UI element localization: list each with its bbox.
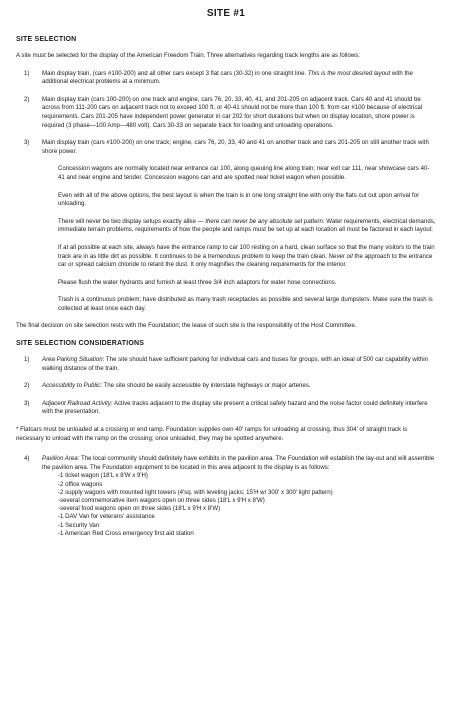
- item-number: 1): [24, 356, 30, 364]
- item-description: Active tracks adjacent to the display site present a critical safety hazard and the noise factor could definitely interfere with the presentation.: [42, 399, 428, 416]
- item-label: Area Parking Situation:: [42, 356, 105, 364]
- consideration-item-4: [16, 455, 436, 472]
- item-description: The site should have sufficient parking for individual cars and buses for groups, with an ideal of 500 car capability within walking distance of the train.: [42, 356, 428, 372]
- list-item: -1 DAV Van for veterans' assistance: [58, 513, 155, 521]
- item-number: 3): [24, 139, 30, 147]
- paragraph-text-end: the approach to the entrance car or spread calcium chloride to retard the dust. It only magnifies the cleaning requirements for the interior.: [58, 252, 433, 269]
- item-text: Main display train (cars #100-200) on one track; engine, cars 76, 20, 33, 40 and 41 on another track and cars 201-205 on still another track with shore power.: [42, 139, 429, 155]
- item-text: [42, 356, 436, 373]
- item-label: Pavilion Area:: [42, 455, 80, 463]
- item-text: Main display train (cars 100-200) on one track and engine, cars 76, 20, 33, 40, 41, and 201-205 on adjacent track. Cars 40 and 41 should be across from 111-200 cars on adjacent track not to exceed 100 ft. or 40-41 should not be more than 100 ft. from car #100 because of electrical requirements. Cars 201-205 have independent power generator in car 202 for short durations but when on display location, shore power is required (3 phase—100 Amp—480 volt). Cars 30-33 on separate track for loading and unloading operations.: [42, 95, 423, 129]
- intro-paragraph: A site must be selected for the display of the American Freedom Train. Three alternatives regarding track lengths are as follows:: [16, 52, 361, 59]
- item-number: 4): [24, 455, 30, 463]
- item-description: The local community should definitely have exhibits in the pavilion area. The Foundation will establish the lay-out and will assemble the pavilion area. The Foundation equipment to be located in this area adjacent to the display is as follows:: [42, 455, 435, 471]
- item-text: [42, 455, 436, 472]
- list-item: -1 ticket wagon (18'L x 8'W x 9'H): [58, 472, 148, 480]
- list-item: -1 American Red Cross emergency first aid station: [58, 529, 194, 537]
- consideration-item-1: [16, 356, 436, 373]
- item-text: [42, 70, 436, 87]
- paragraph-best-layout: Even with all of the above options, the best layout is when the train is in one long straight line with only the flats cut out upon arrival for unloading.: [58, 191, 420, 208]
- item-description: The site should be easily accessible by interstate highways or major arteries.: [103, 382, 311, 390]
- paragraph-concessions: Concession wagons are normally located near entrance car 100, along queuing line along train; near exit car 111, near showcase cars 40-41 and near engine and tender. Concession wagons can and are spotted near ticket wagon when possible.: [58, 165, 430, 181]
- list-item: -several food wagons open on three sides (18'L x 9'H x 8'W): [58, 505, 221, 513]
- paragraph-text-end: Water requirements, electrical demands, immediate terrain problems, requirements of how the people and ramps must be set up at each location all must be factored in each layout.: [58, 217, 436, 234]
- option-item-1: [16, 70, 436, 87]
- item-label: Accessibility to Public:: [42, 382, 102, 390]
- paragraph-no-set-pattern: [58, 218, 436, 235]
- consideration-item-2: [16, 382, 436, 391]
- paragraph-entrance-ramp: [58, 244, 436, 270]
- paragraph-emphasis: Never oil: [328, 252, 353, 260]
- pavilion-equipment-list: [58, 472, 436, 538]
- item-text: [42, 382, 436, 391]
- section-heading-site-selection: SITE SELECTION: [16, 36, 77, 43]
- paragraph-text-start: There will never be two display setups exactly alike —: [58, 217, 204, 225]
- list-item: -2 office wagons: [58, 480, 103, 488]
- paragraph-text-start: If at all possible at each site, always have the entrance ramp to car 100 resting on a hard, clean surface so that the many visitors to the train track are in as little dirt as possible. It continues to be a tremendous problem to keep the train clean.: [58, 243, 435, 260]
- section-heading-considerations: SITE SELECTION CONSIDERATIONS: [16, 340, 145, 348]
- closing-paragraph: The final decision on site selection rests with the Foundation; the lease of such site is the responsibility of the Host Committee.: [16, 322, 357, 330]
- list-item: -1 Security Van: [58, 521, 100, 529]
- item-number: 2): [24, 95, 30, 103]
- list-item: -2 supply wagons with mounted light towers (4'sq. with leveling jacks; 15'H w/ 300' x 300' light pattern): [58, 488, 333, 496]
- item-label: Adjacent Railroad Activity:: [42, 399, 113, 407]
- item-number: 2): [24, 382, 30, 390]
- consideration-item-3: [16, 400, 436, 417]
- item-emphasis: This is the most desired layout: [307, 69, 391, 77]
- paragraph-trash: Trash is a continuous problem; have distributed as many trash receptacles as possible and several large dumpsters. Make sure the trash is collected at least once each day.: [58, 296, 433, 312]
- page-title: SITE #1: [206, 8, 246, 19]
- option-item-2: [16, 96, 436, 130]
- item-number: 1): [24, 69, 30, 77]
- paragraph-emphasis: there can never be any absolute set pattern:: [205, 217, 325, 225]
- item-text: [42, 400, 436, 417]
- list-item: -several commemorative item wagons open on three sides (18'L x 9'H x 8'W): [58, 497, 265, 505]
- option-item-3: [16, 139, 436, 156]
- item-text-end: with the additional electrical problems at a minimum.: [42, 69, 413, 86]
- item-text-start: Main display train, (cars #100-200) and all other cars except 3 flat cars (30-32) in one straight line.: [42, 69, 307, 77]
- item-number: 3): [24, 399, 30, 407]
- footnote: * Flatcars must be unloaded at a crossing or end ramp. Foundation supplies own 40' ramps for unloading at crossing, thus 304' of straight track is necessary to unload with the ramp on the crossing; once unloaded, they may be spotted anywhere.: [16, 426, 408, 442]
- paragraph-water-hydrants: Please flush the water hydrants and furnish at least three 3/4 inch adaptors for water hose connections.: [58, 278, 337, 286]
